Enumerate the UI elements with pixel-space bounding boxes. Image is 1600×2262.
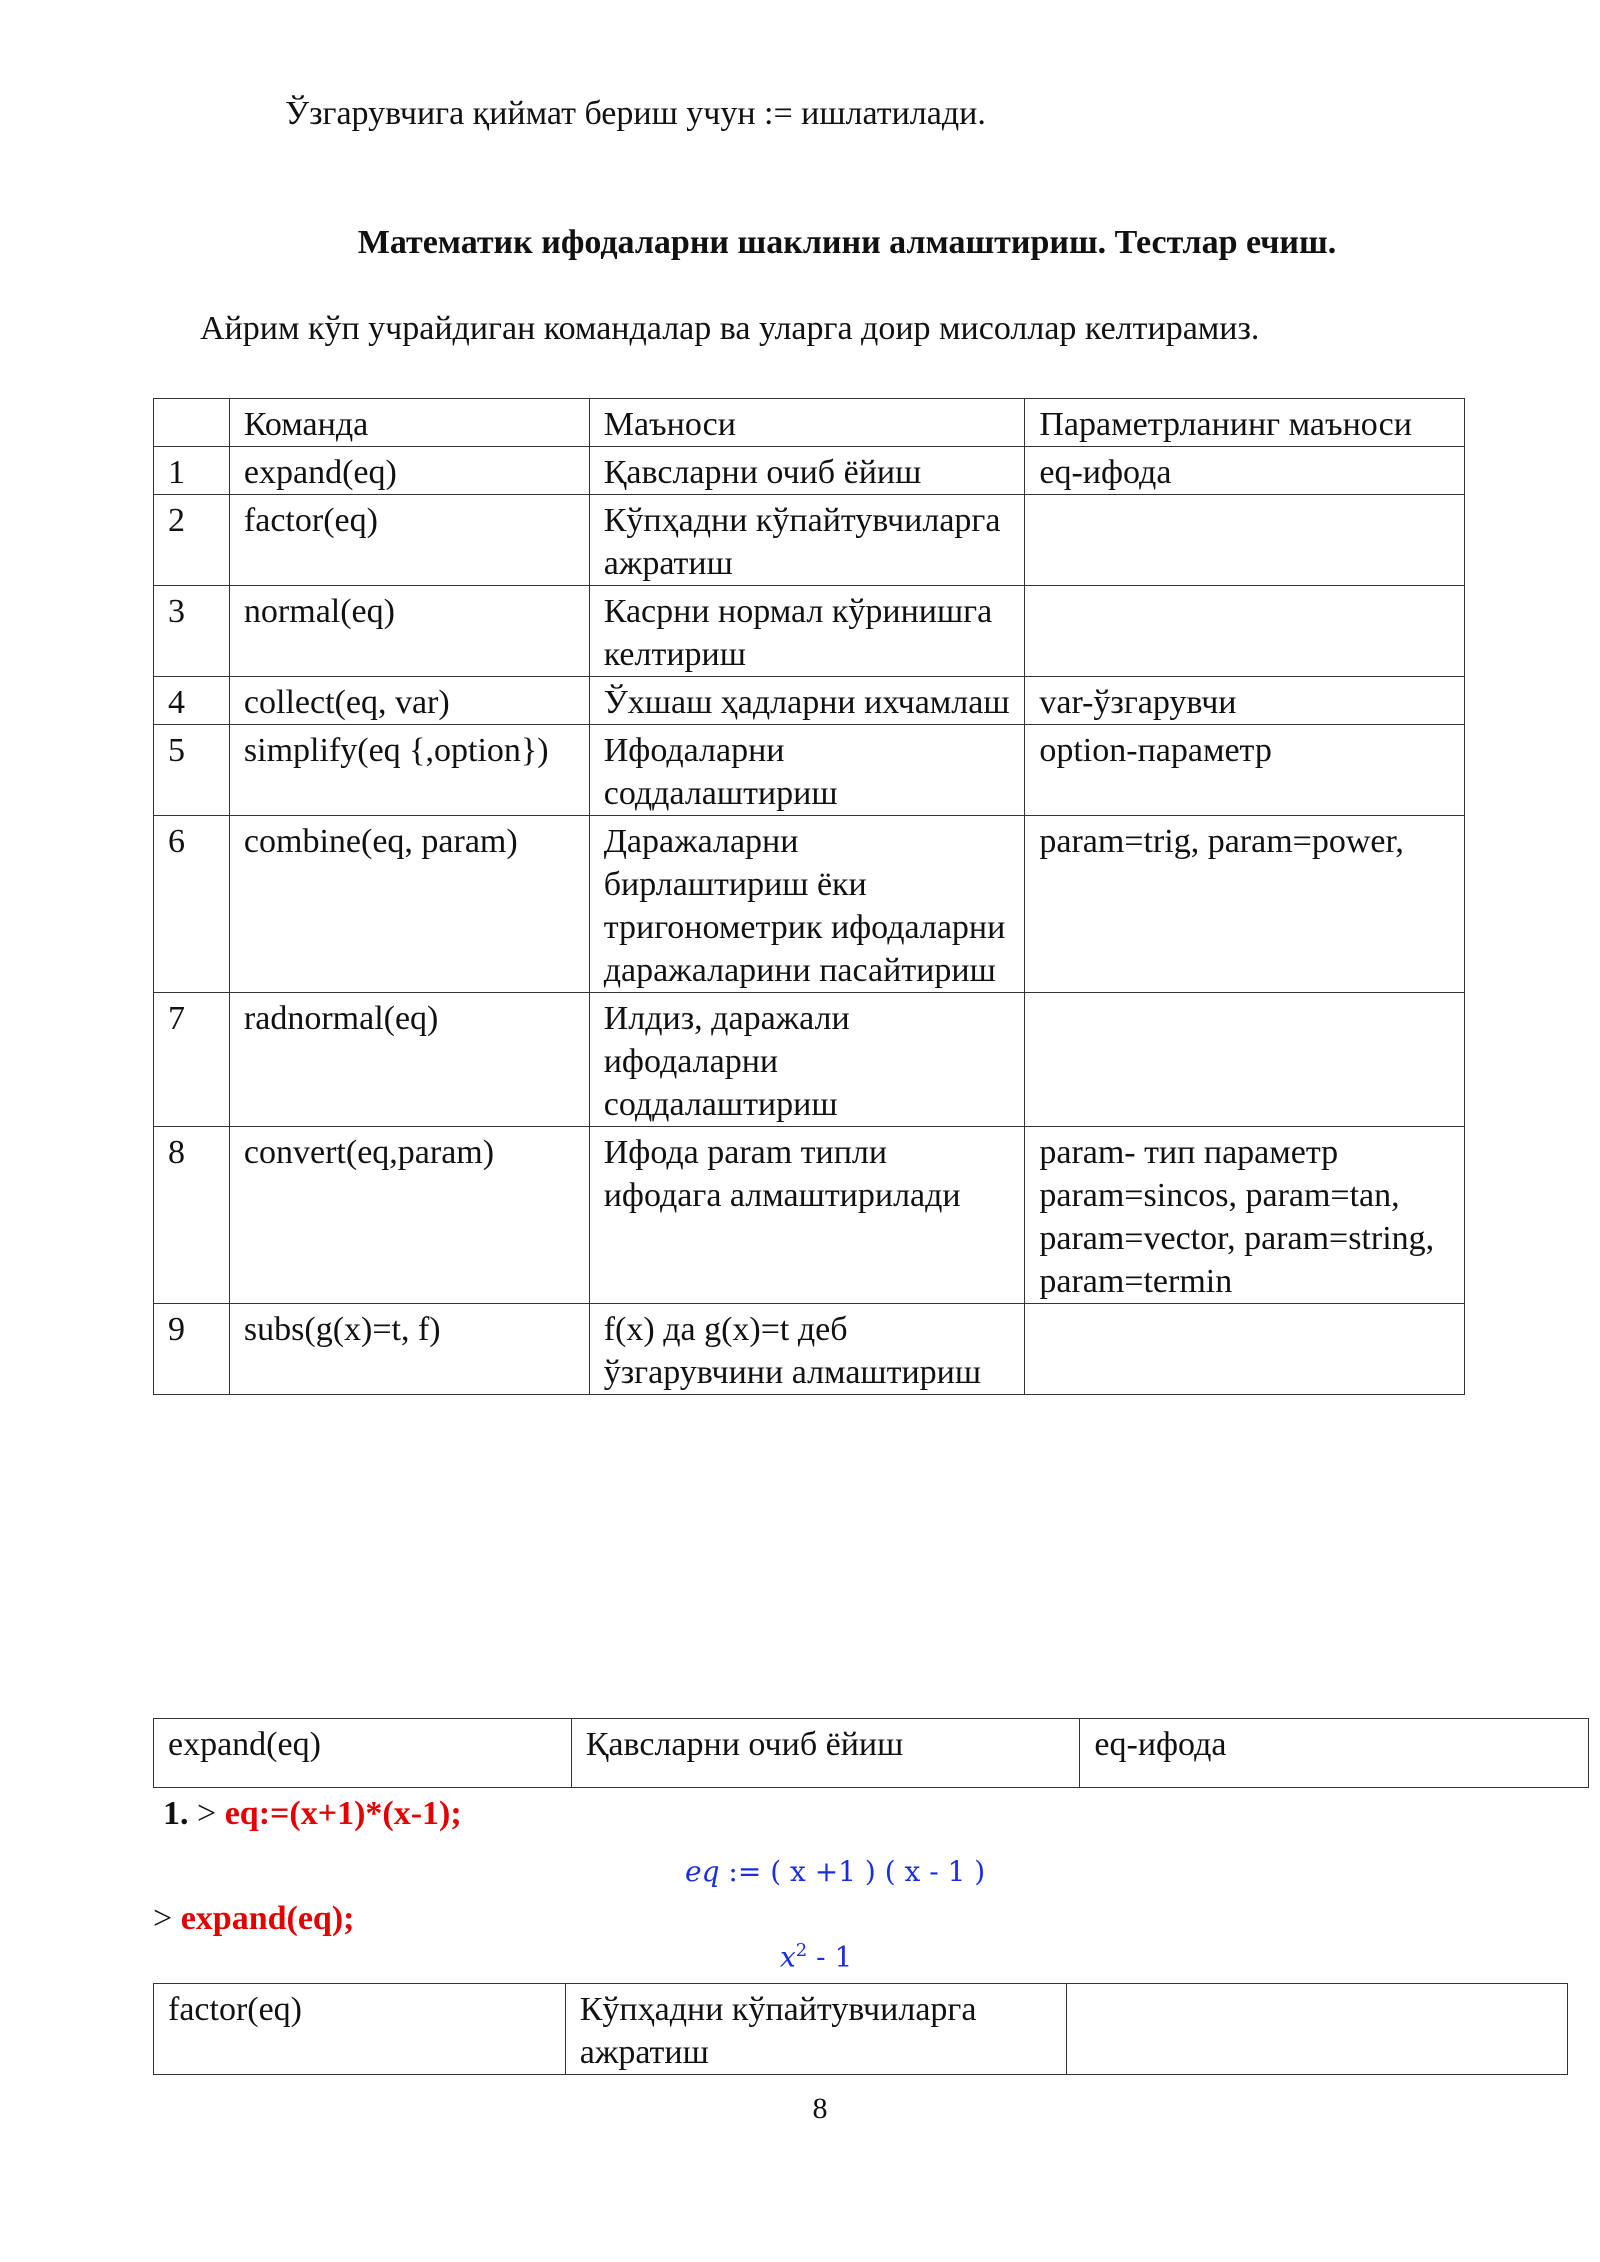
- row-number: 7: [154, 993, 230, 1127]
- command-cell: normal(eq): [229, 586, 589, 677]
- row-number: 9: [154, 1304, 230, 1395]
- command-cell: convert(eq,param): [229, 1127, 589, 1304]
- output-expression: := ( x +1 ) ( x - 1 ): [728, 1855, 986, 1888]
- params-cell: param=trig, param=power,: [1025, 816, 1465, 993]
- params-cell: option-параметр: [1025, 725, 1465, 816]
- row-number: 2: [154, 495, 230, 586]
- table-row: [154, 993, 1465, 1127]
- params-cell: [1025, 993, 1465, 1127]
- meaning-cell: Қавсларни очиб ёйиш: [589, 447, 1025, 495]
- command-cell: radnormal(eq): [229, 993, 589, 1127]
- row-number: 1: [154, 447, 230, 495]
- table-row: [154, 816, 1465, 993]
- command-cell: factor(eq): [154, 1984, 566, 2075]
- meaning-cell: Ўхшаш ҳадларни ихчамлаш: [589, 677, 1025, 725]
- meaning-cell: Қавсларни очиб ёйиш: [571, 1719, 1080, 1788]
- maple-input-line-2: [153, 1900, 354, 1938]
- command-cell: combine(eq, param): [229, 816, 589, 993]
- table-row: [154, 586, 1465, 677]
- output-variable: eq: [685, 1855, 720, 1888]
- table-row: [154, 1719, 1589, 1788]
- example2-table: [153, 1983, 1568, 2075]
- row-number: 3: [154, 586, 230, 677]
- example1-table: [153, 1718, 1589, 1788]
- meaning-cell: Касрни нормал кўринишга келтириш: [589, 586, 1025, 677]
- meaning-cell: f(x) да g(x)=t деб ўзгарувчини алмаштириш: [589, 1304, 1025, 1395]
- meaning-cell: Кўпҳадни кўпайтувчиларга ажратиш: [589, 495, 1025, 586]
- table-row: [154, 677, 1465, 725]
- maple-input-line-1: [163, 1795, 462, 1833]
- params-cell: eq-ифода: [1025, 447, 1465, 495]
- header-cell-command: Команда: [229, 399, 589, 447]
- meaning-cell: Ифодаларни соддалаштириш: [589, 725, 1025, 816]
- table-row: [154, 725, 1465, 816]
- command-cell: subs(g(x)=t, f): [229, 1304, 589, 1395]
- table-row: [154, 1984, 1568, 2075]
- row-number: 4: [154, 677, 230, 725]
- lead-paragraph: Айрим кўп учрайдиган командалар ва уларга доир мисоллар келтирамиз.: [200, 310, 1260, 347]
- row-number: 5: [154, 725, 230, 816]
- command-cell: collect(eq, var): [229, 677, 589, 725]
- output-expression: - 1: [807, 1940, 853, 1974]
- params-cell: eq-ифода: [1080, 1719, 1589, 1788]
- params-cell: [1067, 1984, 1568, 2075]
- commands-table: [153, 398, 1465, 1395]
- table-header-row: [154, 399, 1465, 447]
- example-number: 1.: [163, 1795, 189, 1832]
- params-cell: [1025, 1304, 1465, 1395]
- command-cell: expand(eq): [229, 447, 589, 495]
- maple-input-text: eq:=(x+1)*(x-1);: [224, 1795, 462, 1832]
- table-row: [154, 495, 1465, 586]
- page-number: 8: [812, 2092, 828, 2125]
- params-cell: var-ўзгарувчи: [1025, 677, 1465, 725]
- header-cell-params: Параметрланинг маъноси: [1025, 399, 1465, 447]
- command-cell: factor(eq): [229, 495, 589, 586]
- params-cell: [1025, 586, 1465, 677]
- header-cell-num: [154, 399, 230, 447]
- output-exponent: 2: [795, 1940, 808, 1961]
- row-number: 8: [154, 1127, 230, 1304]
- command-cell: expand(eq): [154, 1719, 572, 1788]
- intro-paragraph: Ўзгарувчига қиймат бериш учун := ишлатилади.: [285, 95, 986, 132]
- row-number: 6: [154, 816, 230, 993]
- output-variable: x: [780, 1940, 796, 1974]
- maple-input-text: expand(eq);: [180, 1900, 355, 1937]
- meaning-cell: Илдиз, даражали ифодаларни соддалаштириш: [589, 993, 1025, 1127]
- maple-output-1: [685, 1855, 985, 1888]
- header-cell-meaning: Маъноси: [589, 399, 1025, 447]
- maple-output-2: [780, 1940, 852, 1973]
- table-row: [154, 447, 1465, 495]
- maple-prompt: >: [197, 1795, 217, 1832]
- params-cell: [1025, 495, 1465, 586]
- maple-prompt: >: [153, 1900, 173, 1937]
- section-heading: Математик ифодаларни шаклини алмаштириш. Тестлар ечиш.: [357, 224, 1337, 261]
- meaning-cell: Кўпҳадни кўпайтувчиларга ажратиш: [565, 1984, 1067, 2075]
- params-cell: param- тип параметр param=sincos, param=tan, param=vector, param=string, param=termin: [1025, 1127, 1465, 1304]
- meaning-cell: Даражаларни бирлаштириш ёки тригонометрик ифодаларни даражаларини пасайтириш: [589, 816, 1025, 993]
- meaning-cell: Ифода param типли ифодага алмаштирилади: [589, 1127, 1025, 1304]
- table-row: [154, 1127, 1465, 1304]
- table-row: [154, 1304, 1465, 1395]
- command-cell: simplify(eq {,option}): [229, 725, 589, 816]
